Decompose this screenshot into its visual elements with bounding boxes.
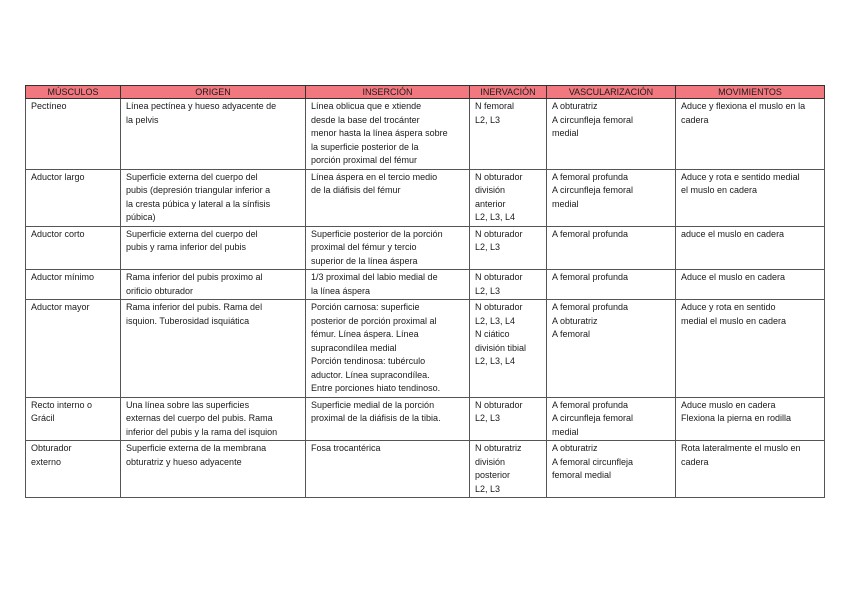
cell-musculo bbox=[26, 300, 121, 398]
cell-line: Aductor largo bbox=[31, 171, 85, 182]
cell-inervacion bbox=[470, 441, 547, 498]
cell-line: Rama inferior del pubis. Rama del bbox=[126, 302, 263, 312]
cell-origen bbox=[121, 226, 306, 270]
cell-line: A femoral profunda bbox=[552, 399, 629, 410]
cell-line: femoral medial bbox=[552, 470, 612, 480]
cell-line: L2, L3, L4 bbox=[475, 356, 516, 366]
cell-musculo bbox=[26, 270, 121, 300]
cell-inervacion bbox=[470, 169, 547, 226]
cell-line: A femoral profunda bbox=[552, 228, 629, 239]
cell-movimientos bbox=[676, 270, 825, 300]
cell-inervacion bbox=[470, 270, 547, 300]
cell-line: medial bbox=[552, 426, 579, 437]
cell-line: fémur. Línea áspera. Línea bbox=[311, 329, 419, 339]
cell-movimientos bbox=[676, 300, 825, 398]
cell-line: la pelvis bbox=[126, 114, 159, 125]
table-row bbox=[26, 441, 825, 498]
cell-line: 1/3 proximal del labio medial de bbox=[311, 272, 438, 282]
cell-line: N obturatriz bbox=[475, 443, 522, 453]
cell-origen bbox=[121, 169, 306, 226]
cell-line: Aductor corto bbox=[31, 228, 85, 239]
header-insercion: INSERCIÓN bbox=[306, 86, 470, 99]
table-row bbox=[26, 226, 825, 270]
cell-line: Línea pectínea y hueso adyacente de bbox=[126, 101, 277, 111]
cell-line: N obturador bbox=[475, 171, 523, 182]
cell-line: Aduce y rota e sentido medial bbox=[681, 171, 800, 182]
cell-line: N obturador bbox=[475, 272, 523, 282]
cell-line: Superficie externa del cuerpo del bbox=[126, 228, 258, 239]
cell-musculo bbox=[26, 441, 121, 498]
cell-musculo bbox=[26, 226, 121, 270]
cell-line: Aduce muslo en cadera bbox=[681, 399, 776, 410]
cell-line: A femoral profunda bbox=[552, 272, 629, 282]
cell-line: división bbox=[475, 185, 506, 195]
cell-line: A femoral bbox=[552, 329, 591, 339]
table-body bbox=[26, 99, 825, 498]
cell-line: A circunfleja femoral bbox=[552, 413, 634, 423]
cell-line: L2, L3 bbox=[475, 114, 501, 125]
header-origen: ORIGEN bbox=[121, 86, 306, 99]
cell-line: división bbox=[475, 456, 506, 467]
cell-line: medial bbox=[552, 128, 579, 138]
cell-vascularizacion bbox=[547, 397, 676, 441]
cell-musculo bbox=[26, 99, 121, 170]
header-musculos: MÚSCULOS bbox=[26, 86, 121, 99]
cell-line: porción proximal del fémur bbox=[311, 155, 418, 165]
cell-inervacion bbox=[470, 300, 547, 398]
cell-line: Superficie posterior de la porción bbox=[311, 228, 443, 239]
cell-line: A obturatriz bbox=[552, 315, 598, 326]
cell-line: N obturador bbox=[475, 302, 523, 312]
header-vascularizacion: VASCULARIZACIÓN bbox=[547, 86, 676, 99]
cell-line: pubis y rama inferior del pubis bbox=[126, 242, 247, 252]
cell-line: externas del cuerpo del pubis. Rama bbox=[126, 413, 273, 423]
cell-line: la superficie posterior de la bbox=[311, 141, 419, 152]
cell-line: Superficie externa del cuerpo del bbox=[126, 171, 258, 182]
cell-line: Pectíneo bbox=[31, 101, 67, 111]
cell-line: Línea áspera en el tercio medio bbox=[311, 171, 438, 182]
cell-vascularizacion bbox=[547, 99, 676, 170]
cell-line: Obturador bbox=[31, 443, 72, 453]
cell-line: aduce el muslo en cadera bbox=[681, 228, 785, 239]
cell-inervacion bbox=[470, 397, 547, 441]
cell-vascularizacion bbox=[547, 300, 676, 398]
cell-line: Grácil bbox=[31, 413, 55, 423]
cell-line: L2, L3, L4 bbox=[475, 315, 516, 326]
cell-line: Rama inferior del pubis proximo al bbox=[126, 272, 263, 282]
cell-vascularizacion bbox=[547, 270, 676, 300]
cell-line: A femoral circunfleja bbox=[552, 456, 634, 467]
cell-line: L2, L3 bbox=[475, 483, 501, 494]
table-header-row bbox=[26, 86, 825, 99]
cell-line: Flexiona la pierna en rodilla bbox=[681, 413, 792, 423]
cell-line: división tibial bbox=[475, 342, 527, 353]
cell-line: púbica) bbox=[126, 212, 156, 222]
cell-line: pubis (depresión triangular inferior a bbox=[126, 185, 271, 195]
cell-origen bbox=[121, 99, 306, 170]
cell-line: Aductor mayor bbox=[31, 302, 90, 312]
cell-line: posterior bbox=[475, 470, 511, 480]
cell-insercion bbox=[306, 441, 470, 498]
cell-origen bbox=[121, 441, 306, 498]
cell-line: la línea áspera bbox=[311, 285, 371, 296]
cell-line: A femoral profunda bbox=[552, 302, 629, 312]
cell-line: L2, L3, L4 bbox=[475, 212, 516, 222]
cell-line: proximal de la diáfisis de la tibia. bbox=[311, 413, 441, 423]
cell-origen bbox=[121, 397, 306, 441]
cell-line: A circunfleja femoral bbox=[552, 185, 634, 195]
cell-line: A circunfleja femoral bbox=[552, 114, 634, 125]
cell-insercion bbox=[306, 270, 470, 300]
cell-insercion bbox=[306, 226, 470, 270]
cell-line: obturatriz y hueso adyacente bbox=[126, 456, 242, 467]
cell-musculo bbox=[26, 397, 121, 441]
cell-inervacion bbox=[470, 99, 547, 170]
cell-movimientos bbox=[676, 441, 825, 498]
cell-line: aductor. Línea supracondílea. bbox=[311, 369, 430, 380]
cell-line: orificio obturador bbox=[126, 285, 194, 296]
table-row bbox=[26, 99, 825, 170]
cell-line: medial bbox=[552, 198, 579, 209]
cell-vascularizacion bbox=[547, 169, 676, 226]
cell-movimientos bbox=[676, 397, 825, 441]
cell-movimientos bbox=[676, 226, 825, 270]
cell-line: N obturador bbox=[475, 399, 523, 410]
cell-line: Línea oblicua que e xtiende bbox=[311, 101, 422, 111]
cell-line: L2, L3 bbox=[475, 285, 501, 296]
table-row bbox=[26, 270, 825, 300]
cell-line: Recto interno o bbox=[31, 399, 93, 410]
cell-line: superior de la línea áspera bbox=[311, 255, 418, 266]
cell-line: anterior bbox=[475, 198, 506, 209]
table-row bbox=[26, 300, 825, 398]
cell-line: de la diáfisis del fémur bbox=[311, 185, 401, 195]
cell-line: N ciático bbox=[475, 329, 510, 339]
cell-line: Porción tendinosa: tubérculo bbox=[311, 356, 426, 366]
cell-line: cadera bbox=[681, 114, 709, 125]
table-row bbox=[26, 397, 825, 441]
cell-line: Una línea sobre las superficies bbox=[126, 399, 250, 410]
cell-line: cadera bbox=[681, 456, 709, 467]
cell-line: Rota lateralmente el muslo en bbox=[681, 443, 801, 453]
cell-line: Fosa trocantérica bbox=[311, 443, 381, 453]
cell-line: N obturador bbox=[475, 228, 523, 239]
muscles-table bbox=[25, 85, 825, 498]
cell-line: L2, L3 bbox=[475, 413, 501, 423]
header-inervacion: INERVACIÓN bbox=[470, 86, 547, 99]
cell-line: menor hasta la línea áspera sobre bbox=[311, 128, 448, 138]
cell-line: Porción carnosa: superficie bbox=[311, 302, 420, 312]
cell-line: L2, L3 bbox=[475, 242, 501, 252]
cell-movimientos bbox=[676, 99, 825, 170]
table-row bbox=[26, 169, 825, 226]
cell-line: Aduce y flexiona el muslo en la bbox=[681, 101, 806, 111]
cell-line: N femoral bbox=[475, 101, 515, 111]
cell-origen bbox=[121, 300, 306, 398]
cell-insercion bbox=[306, 99, 470, 170]
cell-line: la cresta púbica y lateral a la sínfisis bbox=[126, 198, 271, 209]
cell-insercion bbox=[306, 397, 470, 441]
cell-insercion bbox=[306, 300, 470, 398]
cell-line: proximal del fémur y tercio bbox=[311, 242, 417, 252]
cell-line: externo bbox=[31, 456, 62, 467]
cell-line: medial el muslo en cadera bbox=[681, 315, 787, 326]
cell-line: A obturatriz bbox=[552, 101, 598, 111]
cell-line: inferior del pubis y la rama del isquion bbox=[126, 426, 278, 437]
cell-inervacion bbox=[470, 226, 547, 270]
cell-musculo bbox=[26, 169, 121, 226]
cell-line: Entre porciones hiato tendinoso. bbox=[311, 383, 441, 393]
cell-line: Superficie externa de la membrana bbox=[126, 443, 267, 453]
cell-line: A femoral profunda bbox=[552, 171, 629, 182]
cell-line: Aduce el muslo en cadera bbox=[681, 272, 786, 282]
cell-line: desde la base del trocánter bbox=[311, 114, 420, 125]
cell-vascularizacion bbox=[547, 226, 676, 270]
cell-insercion bbox=[306, 169, 470, 226]
cell-line: Superficie medial de la porción bbox=[311, 399, 435, 410]
cell-vascularizacion bbox=[547, 441, 676, 498]
cell-line: Aductor mínimo bbox=[31, 272, 95, 282]
cell-origen bbox=[121, 270, 306, 300]
cell-line: el muslo en cadera bbox=[681, 185, 758, 195]
cell-line: posterior de porción proximal al bbox=[311, 315, 437, 326]
cell-line: isquion. Tuberosidad isquiática bbox=[126, 315, 250, 326]
cell-line: A obturatriz bbox=[552, 443, 598, 453]
cell-line: Aduce y rota en sentido bbox=[681, 302, 776, 312]
header-movimientos: MOVIMIENTOS bbox=[676, 86, 825, 99]
cell-line: supracondílea medial bbox=[311, 342, 397, 353]
cell-movimientos bbox=[676, 169, 825, 226]
